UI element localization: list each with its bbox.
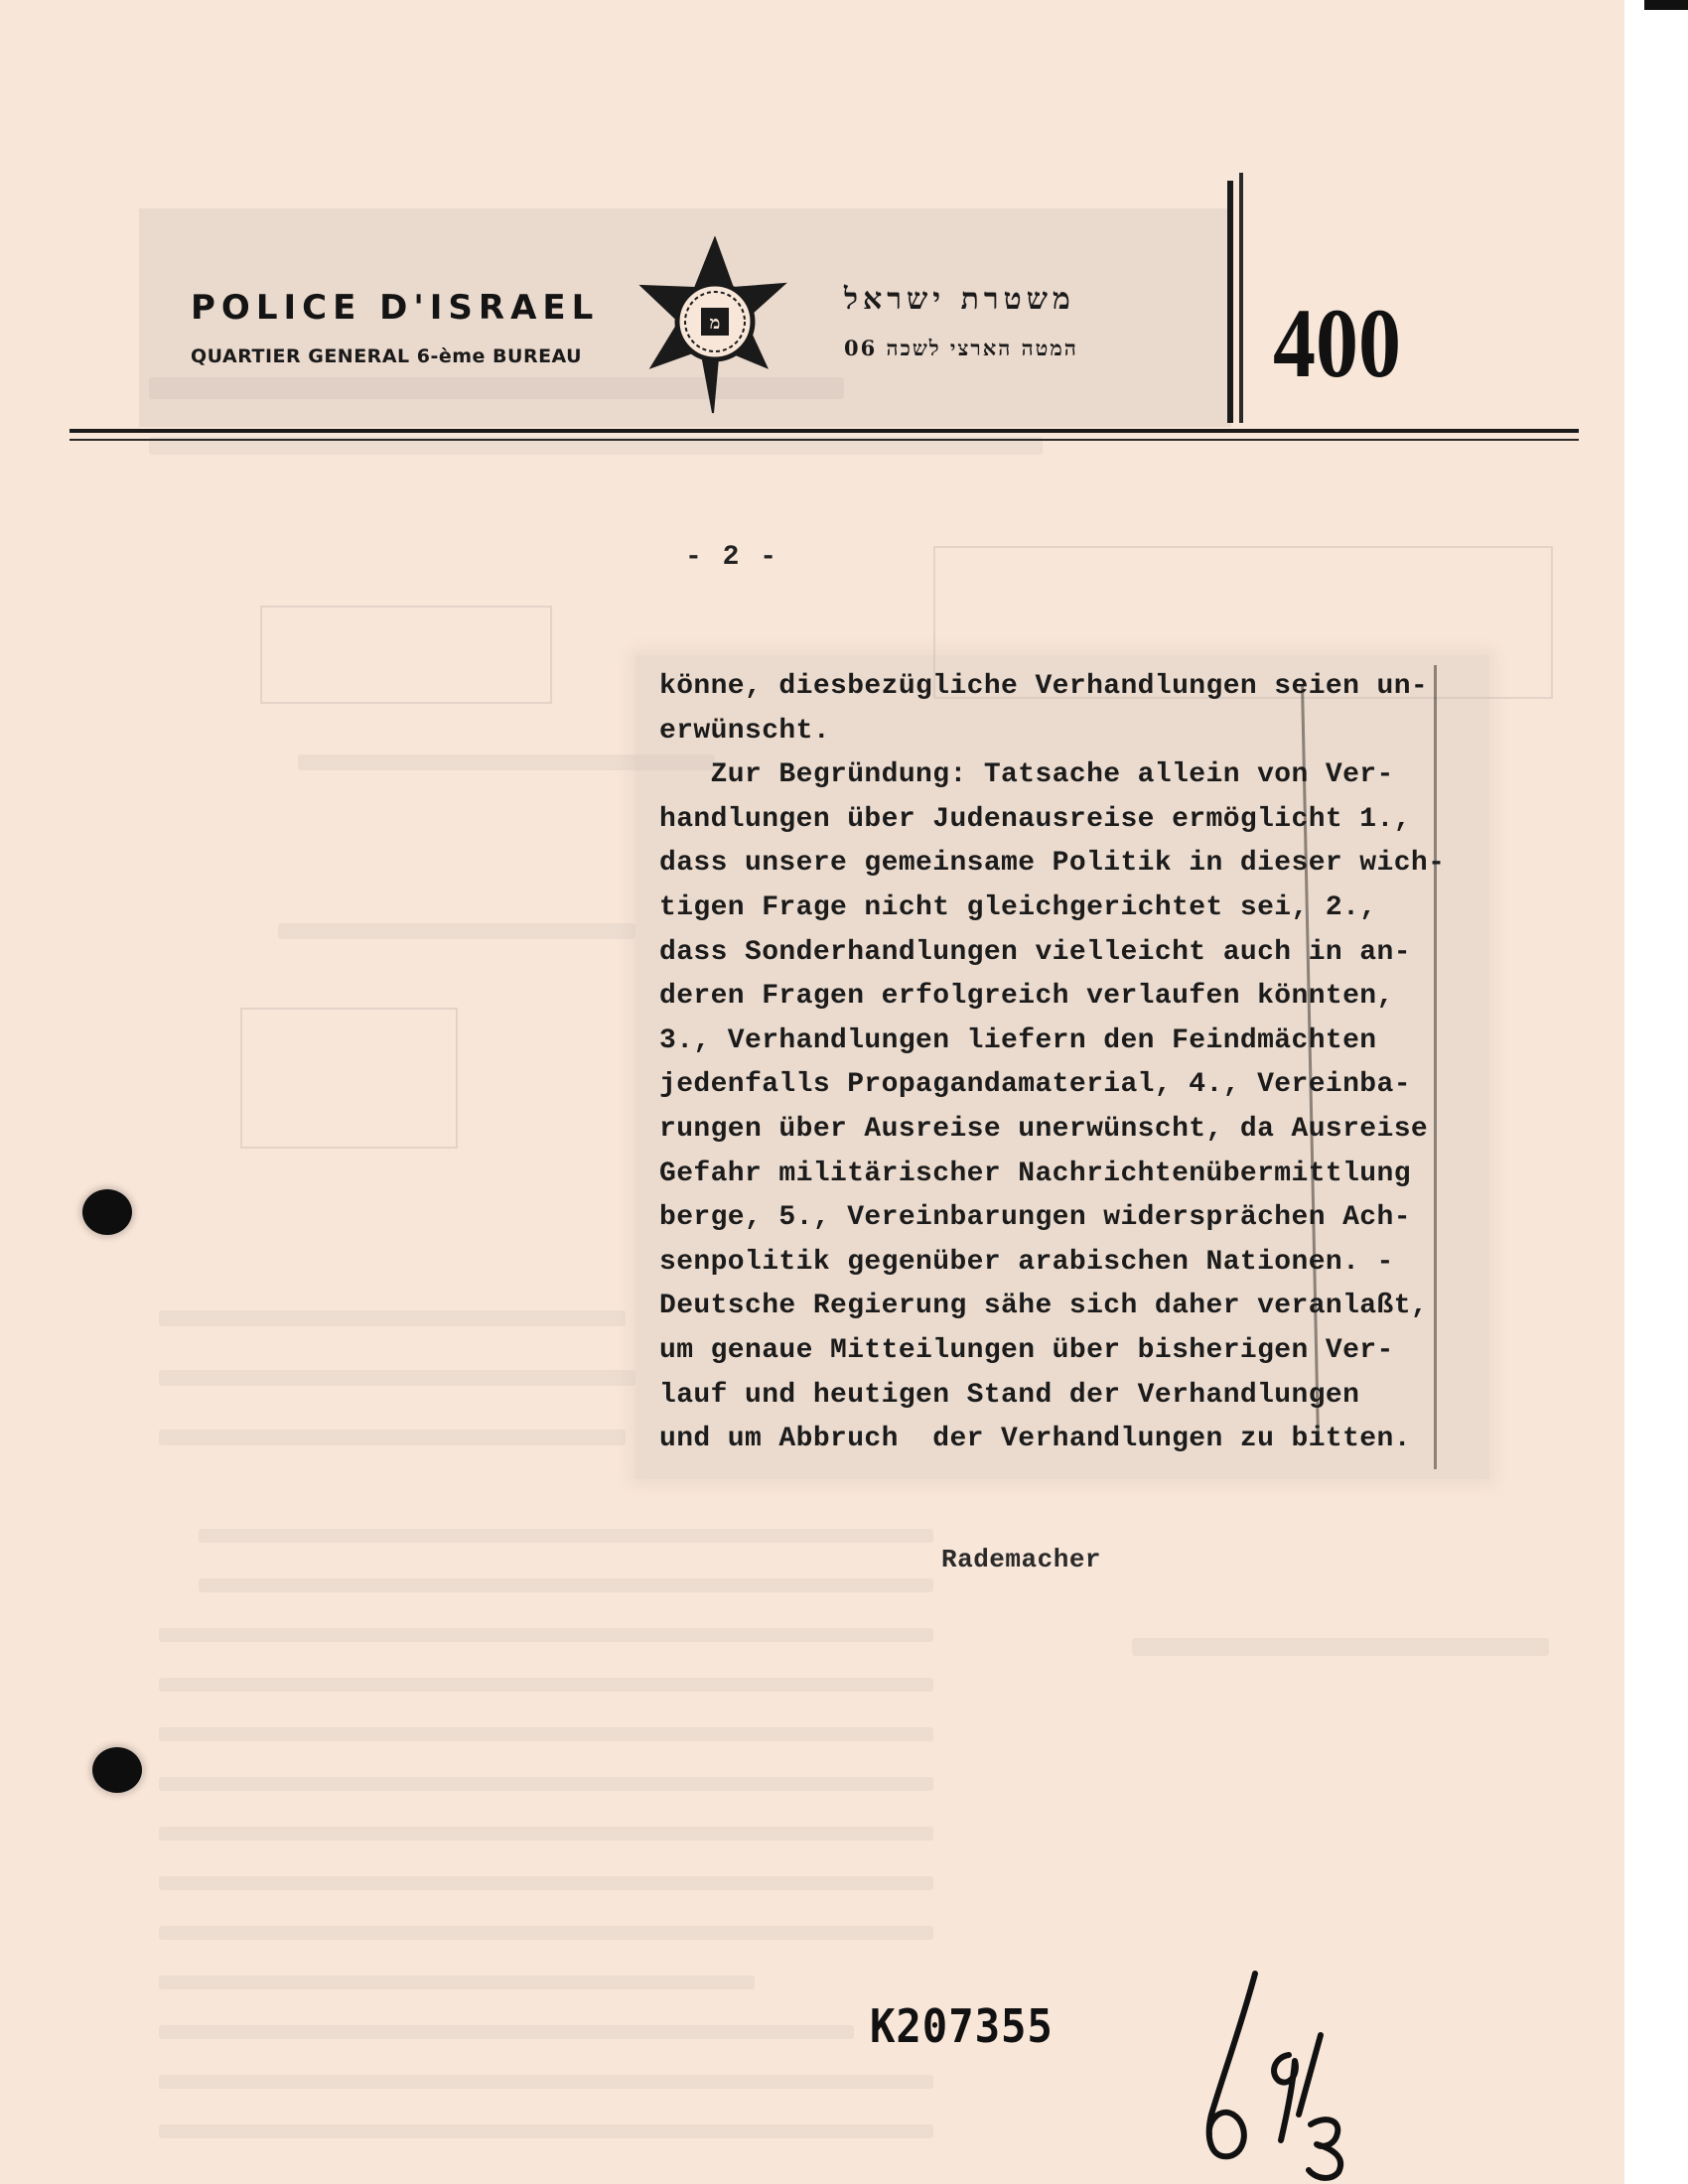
bleed-through-line bbox=[159, 2075, 933, 2089]
svg-text:מ: מ bbox=[709, 313, 721, 334]
letterhead bbox=[60, 169, 1579, 457]
body-line: jedenfalls Propagandamaterial, 4., Vereinba- bbox=[659, 1069, 1411, 1101]
bleed-through-line bbox=[159, 1727, 933, 1741]
bleed-through-line bbox=[159, 1310, 626, 1326]
letterhead-rule bbox=[70, 429, 1579, 433]
body-line: berge, 5., Vereinbarungen widersprächen Ach- bbox=[659, 1202, 1411, 1234]
typed-signature: Rademacher bbox=[941, 1545, 1102, 1574]
body-line: rungen über Ausreise unerwünscht, da Ausreise bbox=[659, 1113, 1429, 1145]
body-line: deren Fragen erfolgreich verlaufen könnten, bbox=[659, 981, 1394, 1013]
letterhead-hebrew-subtitle: המטה הארצי לשכה 06 bbox=[844, 336, 1078, 360]
bleed-through-line bbox=[199, 1529, 933, 1543]
bleed-through-line bbox=[278, 923, 635, 939]
page-marker: - 2 - bbox=[685, 542, 779, 573]
bleed-through-line bbox=[159, 2025, 854, 2039]
body-line: handlungen über Judenausreise ermöglicht 1., bbox=[659, 803, 1411, 835]
bleed-through-box bbox=[260, 606, 552, 704]
body-line: Deutsche Regierung sähe sich daher veranlaßt, bbox=[659, 1291, 1429, 1322]
bleed-through-line bbox=[159, 1370, 635, 1386]
body-line: tigen Frage nicht gleichgerichtet sei, 2., bbox=[659, 891, 1377, 923]
bleed-through-line bbox=[199, 1578, 933, 1592]
body-line: lauf und heutigen Stand der Verhandlungen bbox=[659, 1379, 1360, 1411]
scan-corner-mark bbox=[1644, 0, 1688, 10]
archive-page-number: 400 bbox=[1273, 288, 1401, 398]
bleed-through-line bbox=[159, 1827, 933, 1841]
bleed-through-box bbox=[240, 1008, 458, 1149]
letterhead-title: POLICE D'ISRAEL bbox=[191, 288, 600, 328]
punch-hole bbox=[82, 1189, 132, 1235]
bleed-through-line bbox=[159, 1430, 626, 1445]
bleed-through-line bbox=[159, 1678, 933, 1692]
letterhead-divider bbox=[1239, 173, 1243, 423]
body-line: könne, diesbezügliche Verhandlungen seien un- bbox=[659, 671, 1429, 702]
telegram-body bbox=[659, 665, 1493, 1462]
body-line: Zur Begründung: Tatsache allein von Ver- bbox=[659, 759, 1394, 791]
bleed-through-line bbox=[159, 1976, 755, 1989]
body-line: um genaue Mitteilungen über bisherigen Ver- bbox=[659, 1334, 1394, 1366]
body-line: erwünscht. bbox=[659, 715, 831, 747]
police-star-emblem-icon bbox=[635, 236, 794, 415]
letterhead-hebrew-title: משטרת ישראל bbox=[844, 282, 1075, 317]
punch-hole bbox=[92, 1747, 142, 1793]
body-line: dass Sonderhandlungen vielleicht auch in an- bbox=[659, 936, 1411, 968]
bleed-through-line bbox=[159, 1777, 933, 1791]
bleed-through-line bbox=[159, 1926, 933, 1940]
body-line: Gefahr militärischer Nachrichtenübermittlung bbox=[659, 1158, 1411, 1189]
bleed-through-line bbox=[159, 2124, 933, 2138]
bleed-through-line bbox=[159, 1628, 933, 1642]
body-line: 3., Verhandlungen liefern den Feindmächten bbox=[659, 1024, 1377, 1056]
letterhead-divider bbox=[1227, 181, 1233, 423]
body-line: senpolitik gegenüber arabischen Nationen. - bbox=[659, 1246, 1394, 1278]
handwritten-folio-note bbox=[1172, 1966, 1370, 2184]
bleed-through-line bbox=[159, 1876, 933, 1890]
body-line: und um Abbruch der Verhandlungen zu bitten. bbox=[659, 1424, 1411, 1455]
bleed-through-line bbox=[1132, 1638, 1549, 1656]
body-line: dass unsere gemeinsame Politik in dieser wich- bbox=[659, 848, 1446, 880]
letterhead-subtitle: QUARTIER GENERAL 6-ème BUREAU bbox=[191, 345, 583, 367]
letterhead-rule bbox=[70, 439, 1579, 441]
scan-margin bbox=[1624, 0, 1688, 2184]
archive-stamp-number: K207355 bbox=[870, 1999, 1054, 2053]
